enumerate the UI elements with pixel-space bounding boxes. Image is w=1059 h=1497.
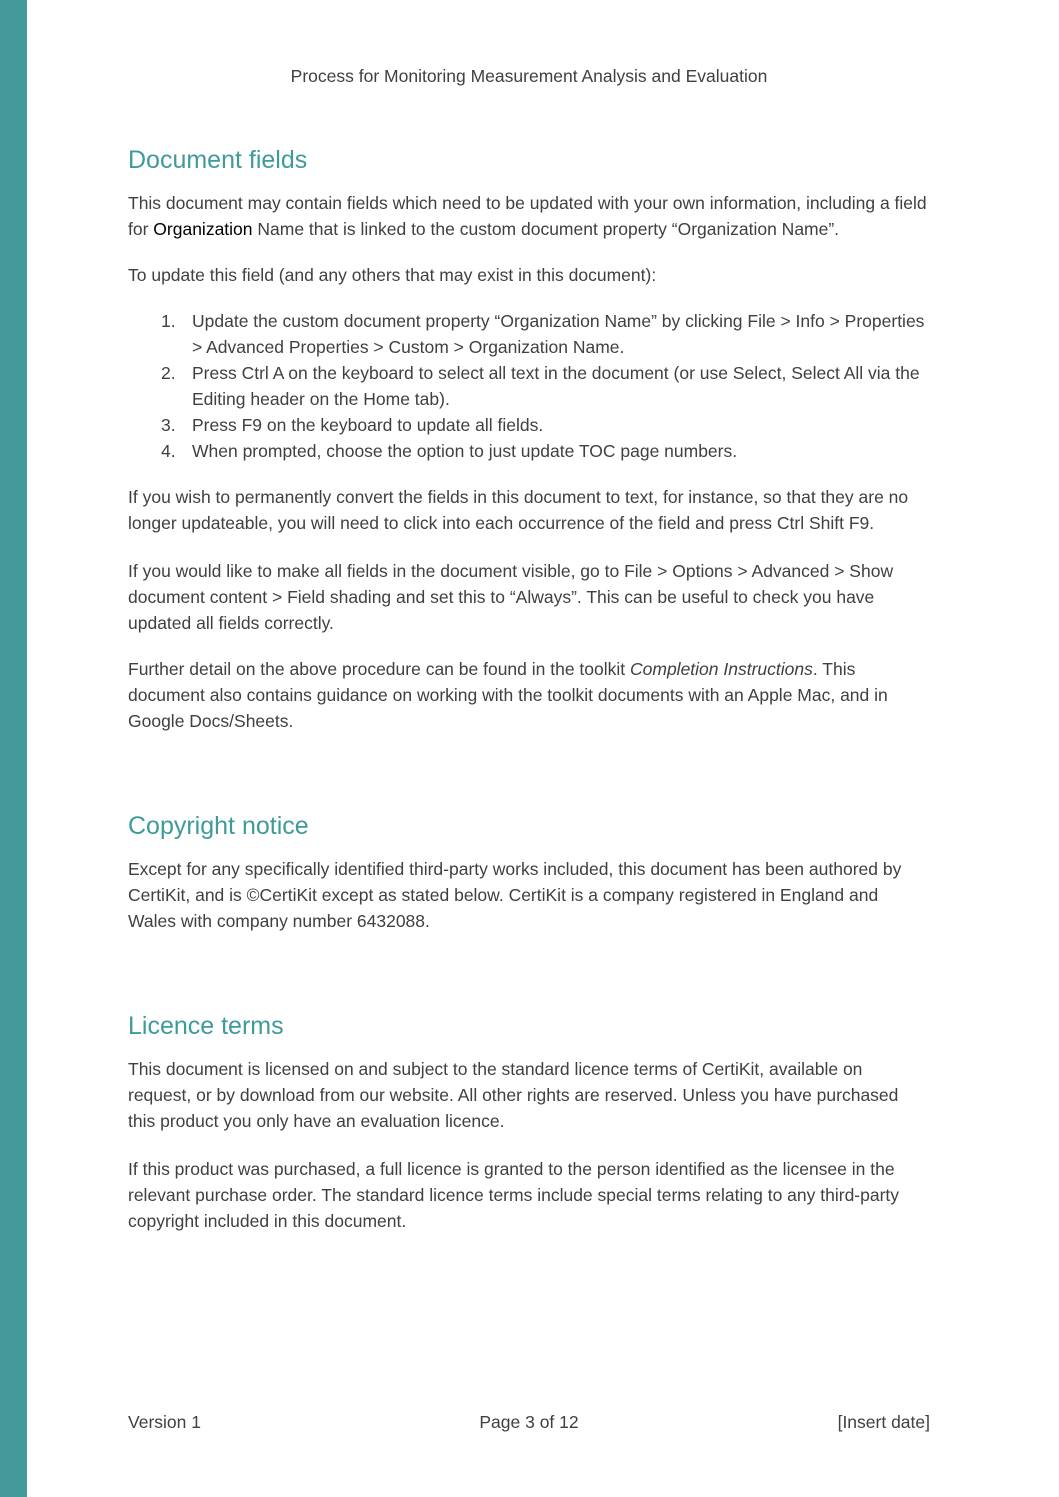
document-fields-heading: Document fields [128,146,308,174]
list-item-number: 4. [161,441,176,461]
intro-highlight: Organization [153,219,253,239]
list-item-number: 1. [161,311,176,331]
footer-date: [Insert date] [837,1412,930,1432]
visible-fields-paragraph: If you would like to make all fields in the document visible, go to File > Options > Advanced > Show document content > Field shading and set this to “Always”. This can be useful to check you have updated all fields correctly. [128,561,894,633]
document-body [128,140,930,1234]
footer-page-number: Page 3 of 12 [479,1412,579,1432]
update-intro: To update this field (and any others that may exist in this document): [128,265,657,285]
convert-fields-paragraph: If you wish to permanently convert the fields in this document to text, for instance, so that they are no longer updateable, you will need to click into each occurrence of the field and press Ctrl Shift F9. [128,487,909,533]
page-footer [128,1409,930,1435]
intro-text-part1: This document may contain fields which need to be updated with your own information, including a field for [128,193,927,239]
list-item [128,438,930,464]
list-item [128,308,930,360]
list-item-text: Update the custom document property “Organization Name” by clicking File > Info > Properties > Advanced Properties > Custom > Organization Name. [192,311,925,357]
licence-heading: Licence terms [128,1012,284,1040]
list-item [128,360,930,412]
copyright-heading: Copyright notice [128,812,309,840]
update-steps-list [128,308,930,464]
list-item-text: When prompted, choose the option to just update TOC page numbers. [192,441,738,461]
list-item-text: Press Ctrl A on the keyboard to select all text in the document (or use Select, Select All via the Editing header on the Home tab). [192,363,920,409]
completion-instructions-title: Completion Instructions [630,659,813,679]
footer-version: Version 1 [128,1412,201,1432]
list-item-text: Press F9 on the keyboard to update all fields. [192,415,544,435]
further-detail-paragraph [128,656,930,734]
list-item [128,412,930,438]
licence-paragraph-2: If this product was purchased, a full licence is granted to the person identified as the licensee in the relevant purchase order. The standard licence terms include special terms relating to any third-party copyright included in this document. [128,1159,900,1231]
page-header-title: Process for Monitoring Measurement Analysis and Evaluation [290,66,768,86]
licence-paragraph-1: This document is licensed on and subject to the standard licence terms of CertiKit, available on request, or by download from our website. All other rights are reserved. Unless you have purchased this product you only have an evaluation licence. [128,1059,899,1131]
intro-text-part2: Name that is linked to the custom document property “Organization Name”. [252,219,840,239]
list-item-number: 2. [161,363,176,383]
further-text-part2: . This document also contains guidance on working with the toolkit documents with an Apple Mac, and in Google Docs/Sheets. [128,659,888,731]
side-accent-bar [0,0,27,1497]
copyright-text: Except for any specifically identified third-party works included, this document has been authored by CertiKit, and is ©CertiKit except as stated below. CertiKit is a company registered in England and Wales with company number 6432088. [128,859,902,931]
document-fields-intro [128,190,930,242]
list-item-number: 3. [161,415,176,435]
further-text-part1: Further detail on the above procedure can be found in the toolkit [128,659,630,679]
